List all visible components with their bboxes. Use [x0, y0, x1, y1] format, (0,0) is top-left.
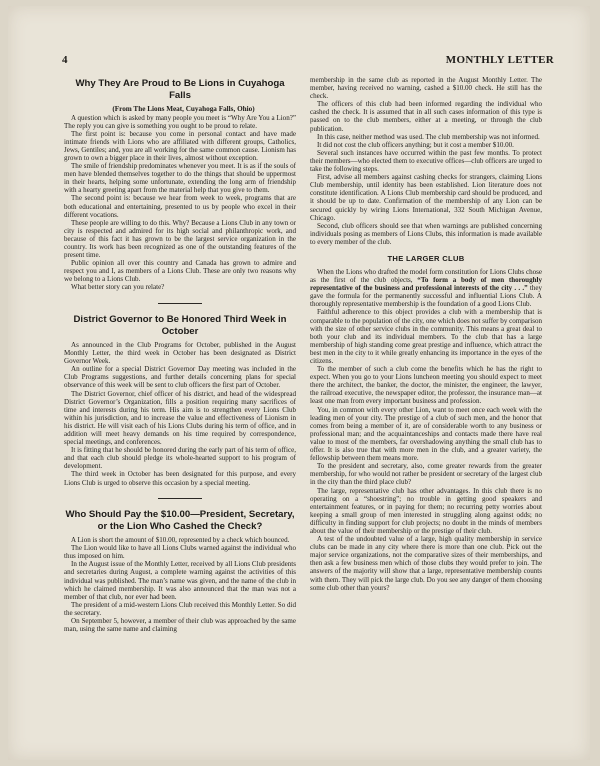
paragraph: The Lion would like to have all Lions Clubs warned against the individual who thus imposed on him.: [64, 544, 296, 561]
article-who-should-pay-continued: [310, 76, 542, 246]
paragraph: You, in common with every other Lion, want to meet once each week with the leading men of your city. The prestige of a club of such men, and the honor that comes from being a member of it, are of considerable worth to any business or professional man; and the acquaintanceships and contacts made there have real value to most of the members, far overshadowing anything the small club has to offer. It is also true that with more men in the club, and a greater variety, the fellowship between them means more.: [310, 405, 542, 463]
paragraph: membership in the same club as reported in the August Monthly Letter. The member, having received no warning, cashed a $10.00 check. He still has the check.: [310, 76, 542, 101]
paragraph: The second point is: because we hear from week to week, programs that are both educational and entertaining, presented to us by people who excel in their different vocations.: [64, 194, 296, 219]
lead-quote: “To form a body of men thoroughly representative of the business and professional interests of the city . . .”: [310, 276, 542, 293]
paragraph: It did not cost the club officers anything; but it cost a member $10.00.: [317, 140, 514, 149]
paragraph: Second, club officers should see that when warnings are published concerning individuals posing as members of Lions Clubs, this information is made available to every member of the club.: [310, 221, 542, 246]
document-page: [8, 6, 590, 760]
paragraph: In this case, neither method was used. The club membership was not informed.: [317, 132, 540, 141]
paragraph: The smile of friendship predominates whenever you meet. It is as if the souls of men have blended themselves together to do the things that should be uppermost in their hearts, helping some unfortunate, extending the long arm of friendship with a hearty greeting apart from the material help that you give to them.: [64, 162, 296, 195]
paragraph: The officers of this club had been informed regarding the individual who cashed the check. It is assumed that in all such cases information of this type is passed on to the club members, either at a meeting, or through the club publication.: [310, 100, 542, 133]
article-title: THE LARGER CLUB: [387, 253, 465, 263]
article-district-governor: [64, 314, 296, 487]
section-divider: [158, 303, 202, 304]
paragraph: First, advise all members against cashing checks for strangers, claiming Lions Club membership, until identity has been established. Lion literature does not constitute identification. A Lions Club membership card should be produced, and it should be up to date. Confirmation of the membership of any Lion can be secured quickly by wiring Lions International, 332 South Michigan Avenue, Chicago.: [310, 173, 542, 222]
paragraph: The third week in October has been designated for this purpose, and every Lions Club is urged to observe this occasion by a special meeting.: [64, 470, 296, 487]
paragraph: The District Governor, chief officer of his district, and head of the widespread District Governor’s Organization, fills a position requiring many sacrifices of time and interests during his term. His aim is to strengthen every Lions Club within his jurisdiction, and to increase the value and effectiveness of Lionism in his district. He will visit each of his Lions Clubs during his term of office, and in addition will meet heavy demands on his time required by correspondence, special meetings, and conferences.: [64, 389, 296, 447]
paragraph: To the president and secretary, also, come greater rewards from the greater membership, for who would not rather be president or secretary of the largest club in the city than the third place club?: [310, 462, 542, 487]
paragraph: Public opinion all over this country and Canada has grown to admire and respect you and I, as members of a Lions Club. These are only two reasons why we belong to a Lions Club.: [64, 259, 296, 284]
right-column: [310, 76, 542, 592]
paragraph: On September 5, however, a member of their club was approached by the same man, using the same name and claiming: [64, 617, 296, 634]
paragraph: As announced in the Club Programs for October, published in the August Monthly Letter, the third week in October has been designated as District Governor Week.: [64, 340, 296, 366]
lead-start: When the Lions who drafted the model form constitution for Lions Clubs chose as the first of the club objects,: [310, 267, 542, 285]
running-head: MONTHLY LETTER: [445, 54, 554, 66]
paragraph: The large, representative club has other advantages. In this club there is no operating on a “shoestring”; no trouble in getting good speakers and entertainment features, or in paying for them; no recurring petty worries about keeping a small group of men interested in struggling along against odds; no difficulty in finding support for club projects; no doubt in the minds of members about the value of their membership or the prestige of their club.: [310, 486, 542, 535]
paragraph: The first point is: because you come in personal contact and have made intimate friends with Lions who are affiliated with different groups, Catholics, Jews, Gentiles; and, you are all working for the same common cause. Lionism has grown to own a bigger place in their lives, almost without exception.: [64, 129, 296, 162]
paragraph: A test of the undoubted value of a large, high quality membership in service clubs can be made in any city where there is more than one club. Pick out the major service organizations, not the comparative sizes of their memberships, and then ask a few business men which of those clubs they would prefer to join. The answers of the majority will show that a large, representative membership counts with them. They will pick the large club. Do you see any danger of them choosing some club other than yours?: [310, 535, 542, 592]
section-divider: [158, 498, 202, 499]
left-column: [64, 76, 296, 633]
paragraph: A question which is asked by many people you meet is “Why Are You a Lion?” The reply you can give is something you ought to be proud to relate.: [64, 113, 296, 130]
paragraph: Several such instances have occurred within the past few months. To protect their members—who elected them to executive offices—club officers are urged to take the following steps.: [310, 148, 542, 174]
paragraph: To the member of such a club come the benefits which he has the right to expect. When you go to your Lions luncheon meeting you should expect to meet there the architect, the banker, the doctor, the minister, the engineer, the lawyer, the railroad executive, the newspaper editor, the professor, the insurance man—at least one man from every important business and profession.: [310, 365, 542, 406]
page-header: [62, 54, 554, 70]
paragraph: The president of a mid-western Lions Club received this Monthly Letter. So did the secretary.: [64, 600, 296, 617]
article-who-should-pay: [64, 509, 296, 634]
article-title: District Governor to Be Honored Third Week in October: [73, 313, 287, 337]
paragraph: Faithful adherence to this object provides a club with a membership that is comparable to the population of the city, one which does not suffer by comparison with the size of other service clubs in the community. This means a great deal to both your club and its individual members. To the club that has a large membership of high standing come great prestige and influence, which attract the best men in the city to it while greatly enhancing its importance in the eyes of the citizens.: [310, 308, 542, 365]
paragraph: A Lion is short the amount of $10.00, represented by a check which bounced.: [71, 536, 290, 545]
paragraph: These people are willing to do this. Why? Because a Lions Club in any town or city is respected and admired for its high social and philanthropic work, and because of this fact it has grown to be the largest service organization in the country. Its work has been recognized as one of the outstanding features of the present time.: [64, 218, 296, 260]
paragraph: In the August issue of the Monthly Letter, received by all Lions Club presidents and secretaries during August, a complete warning against the activities of this individual was published. The man’s name was given, and the name of the club in which he claimed membership. It was also announced that the man was not a member of that club, nor ever had been.: [64, 560, 296, 601]
article-title: Why They Are Proud to Be Lions in Cuyahoga Falls: [75, 78, 285, 102]
paragraph: It is fitting that he should be honored during the early part of his term of office, and that each club should pledge its whole-hearted support to his program of development.: [64, 446, 296, 471]
article-source: (From The Lions Meat, Cuyahoga Falls, Ohio): [112, 105, 255, 114]
lead-paragraph: [310, 268, 542, 308]
lead-end: they gave the formula for the permanently successful and influential Lions Club. A thoroughly representative membership is the foundation of a good Lions Club.: [310, 284, 543, 309]
article-lions-cuyahoga: [64, 78, 296, 292]
article-larger-club: [310, 254, 542, 592]
article-title: Who Should Pay the $10.00—President, Secretary, or the Lion Who Cashed the Check?: [65, 508, 295, 532]
paragraph: What better story can you relate?: [71, 283, 165, 292]
paragraph: An outline for a special District Governor Day meeting was included in the Club Programs suggestions, and further details concerning plans for special observance of this week will be sent to club officers the first part of October.: [64, 365, 296, 390]
page-number: 4: [62, 54, 68, 66]
